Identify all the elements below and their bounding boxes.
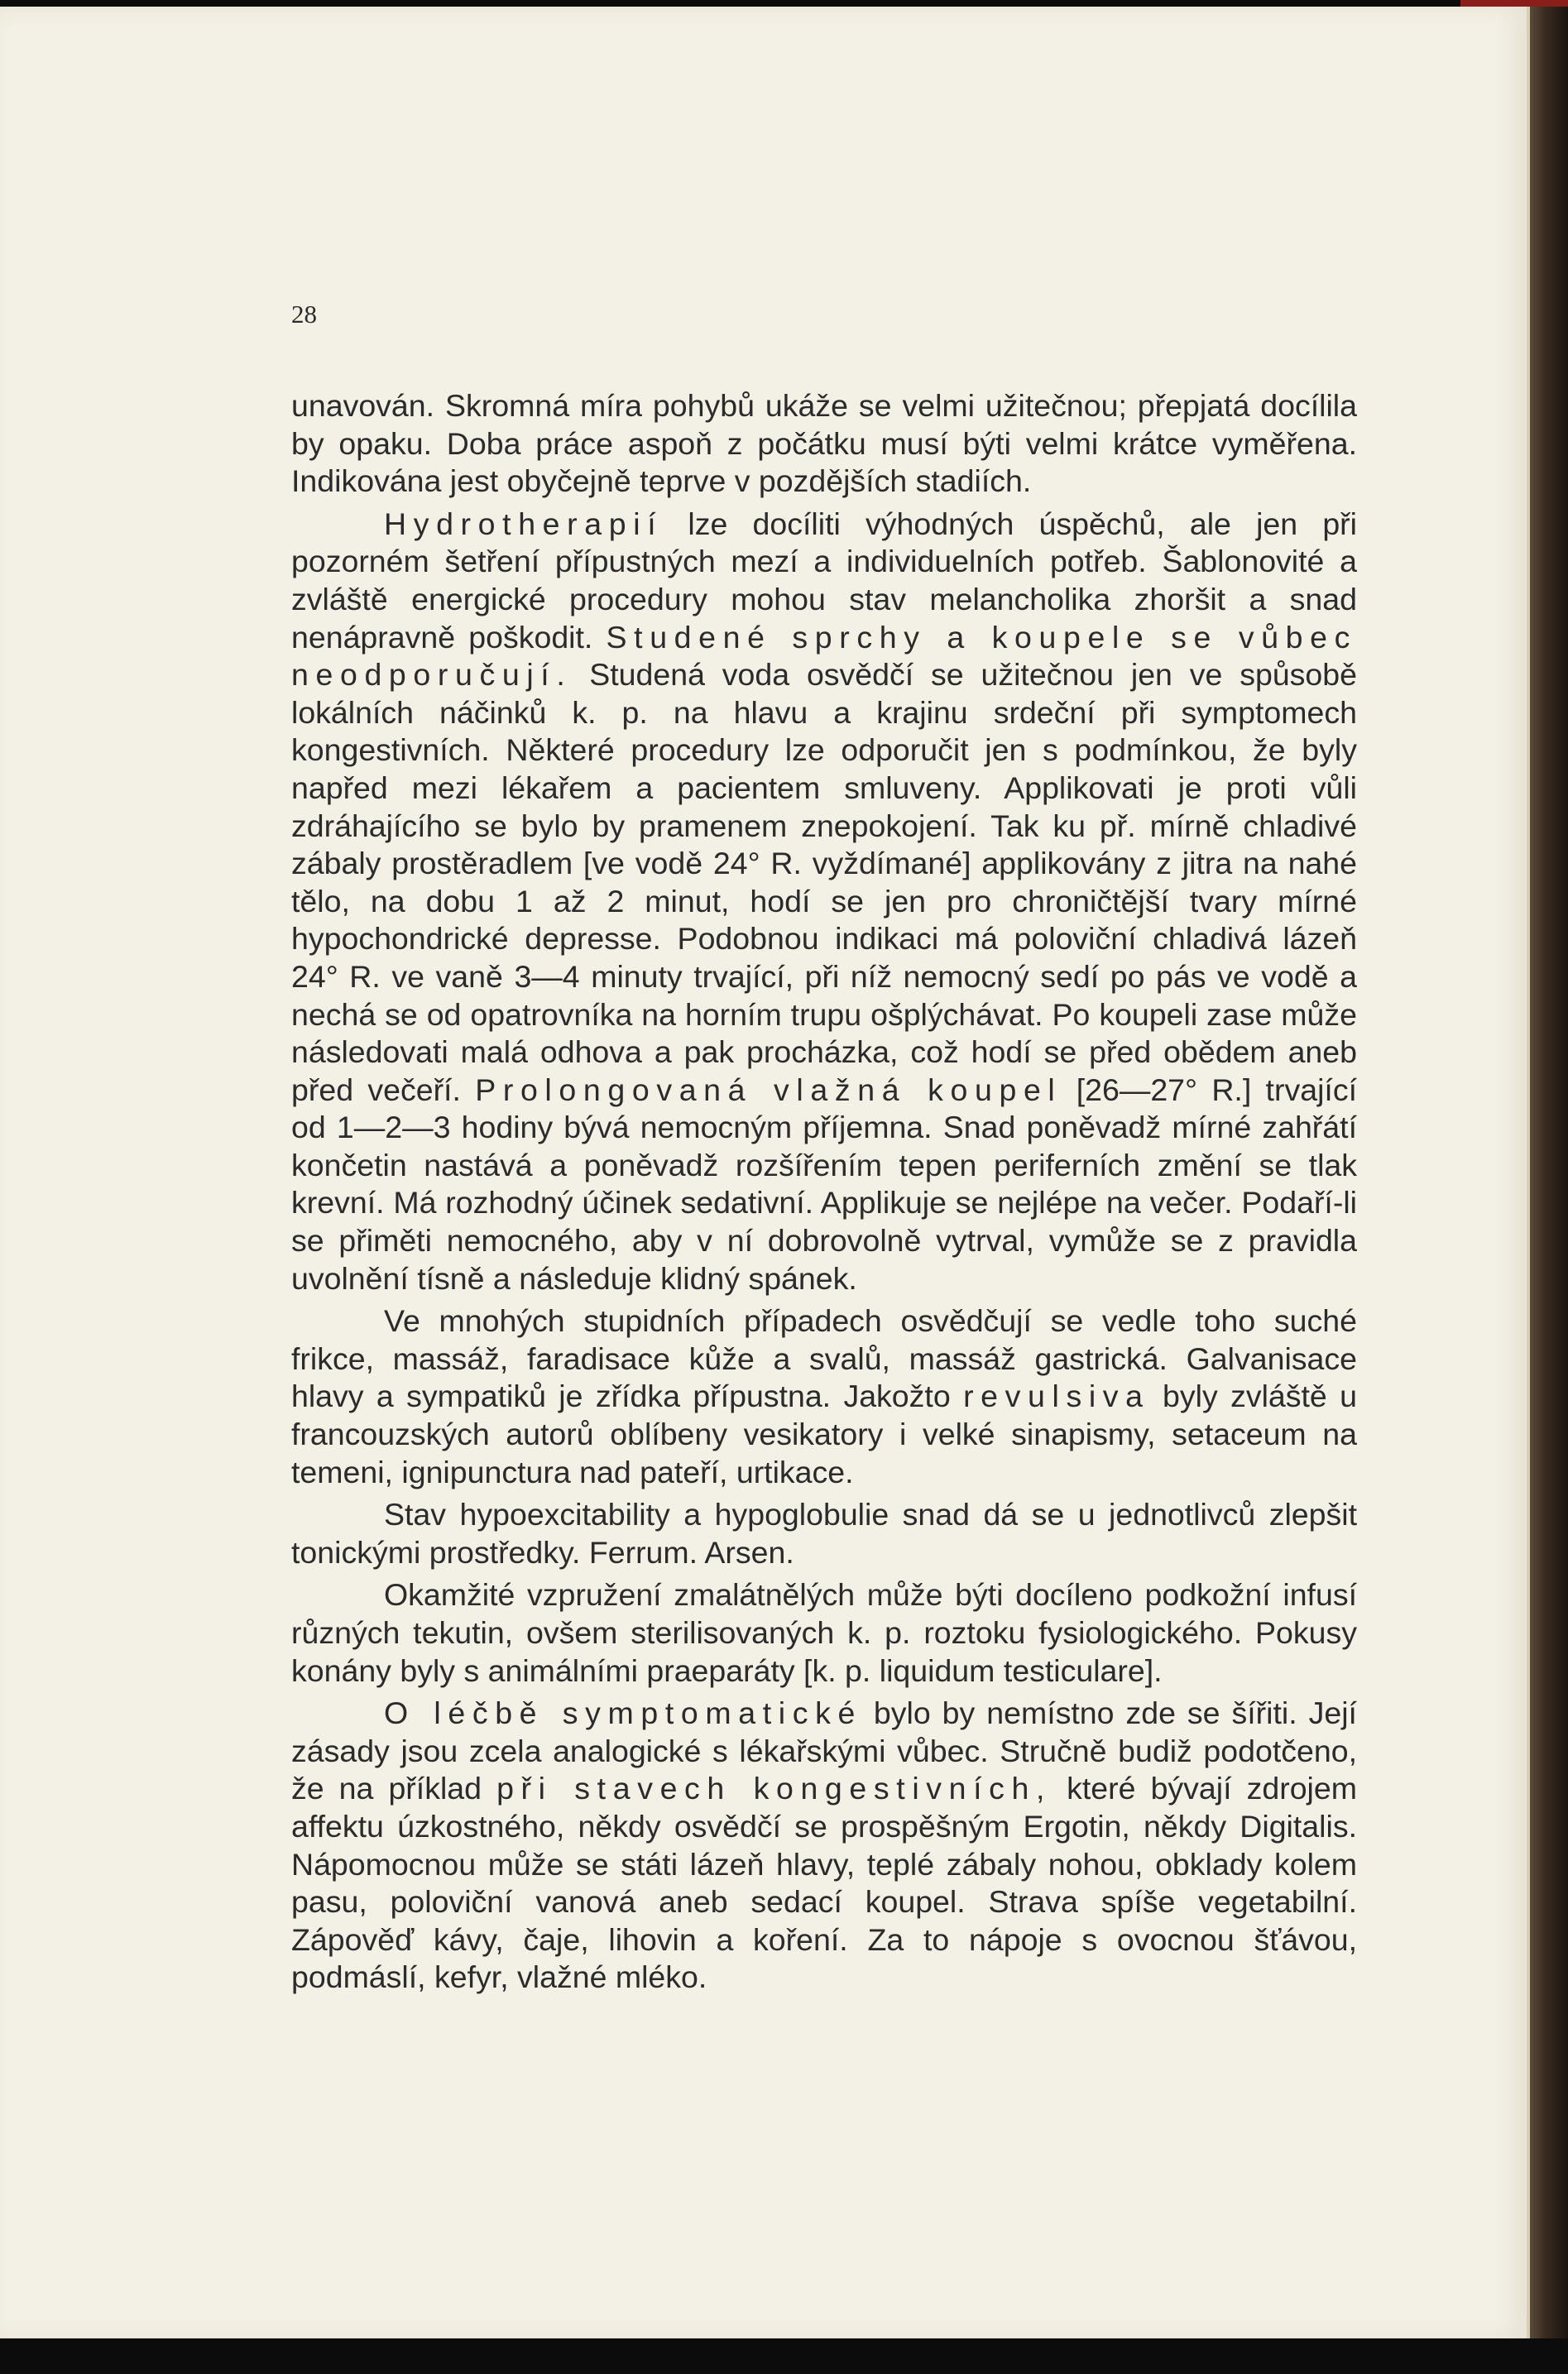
- paragraph-4-text: Stav hypoexcitability a hypoglobulie snad dá se u jednotlivců zlepšit tonickými prostředky. Ferrum. Arsen.: [291, 1497, 1357, 1570]
- spaced-term-hydrotherapie: Hydrotherapií: [384, 506, 664, 541]
- spaced-term-prolongovana-koupel: Prolongovaná vlažná koupel: [475, 1072, 1062, 1107]
- paragraph-1-text: unavován. Skromná míra pohybů ukáže se velmi užitečnou; přepjatá docílila by opaku. Doba práce aspoň z počátku musí býti velmi krátce vyměřena. Indikována jest obyčejně teprve v pozdějších stadiích.: [291, 388, 1357, 499]
- spaced-term-stavy-kongestivni: při stavech kongestivních,: [496, 1771, 1053, 1806]
- paragraph-1: [291, 387, 1357, 501]
- paragraph-6: [291, 1695, 1357, 1997]
- paragraph-6-text-a: bylo by nemístno zde se šířiti. Její zásady jsou zcela analogické s lékařskými vůbec. Stručně budiž podotčeno, že na příklad: [291, 1695, 1357, 1806]
- paragraph-4: [291, 1496, 1357, 1571]
- spaced-term-studene-sprchy: Studené sprchy a koupele se vůbec neodporučují.: [291, 619, 1358, 693]
- spaced-term-revulsiva: revulsiva: [963, 1379, 1150, 1414]
- paragraph-5-text: Okamžité vzpružení zmalátnělých může býti docíleno podkožní infusí různých tekutin, ovšem sterilisovaných k. p. roztoku fysiologického. Pokusy konány byly s animálními praeparáty [k. p. liquidum testiculare].: [291, 1577, 1357, 1688]
- spaced-term-lecba-symptomaticka: O léčbě symptomatické: [384, 1695, 862, 1731]
- paragraph-2: [291, 506, 1357, 1297]
- page-number: 28: [291, 300, 317, 329]
- book-spine: [1530, 7, 1568, 2338]
- paragraph-3: [291, 1302, 1357, 1491]
- body-text: [291, 387, 1357, 2002]
- paragraph-5: [291, 1576, 1357, 1690]
- paragraph-2-text-b: Studená voda osvědčí se užitečnou jen ve spůsobě lokálních náčinků k. p. na hlavu a krajinu srdeční při symptomech kongestivních. Některé procedury lze odporučit jen s podmínkou, že byly napřed mezi lékařem a pacientem smluveny. Applikovati je proti vůli zdráhajícího se bylo by pramenem znepokojení. Tak ku př. mírně chladivé zábaly prostěradlem [ve vodě 24° R. vyždímané] applikovány z jitra na nahé tělo, na dobu 1 až 2 minut, hodí se jen pro chroničtější tvary mírné hypochondrické depresse. Podobnou indikaci má poloviční chladivá lázeň 24° R. ve vaně 3—4 minuty trvající, při níž nemocný sedí po pás ve vodě a nechá se od opatrovníka na horním trupu ošplýchávat. Po koupeli zase může následovati malá odhova a pak procházka, což hodí se před obědem aneb před večeří.: [291, 657, 1357, 1107]
- paragraph-2-text-c: [26—27° R.] trvající od 1—2—3 hodiny bývá nemocným příjemna. Snad poněvadž mírné zahřátí končetin nastává a poněvadž rozšířením tepen periferních změní se tlak krevní. Má rozhodný účinek sedativní. Applikuje se nejlépe na večer. Podaří-li se přiměti nemocného, aby v ní dobrovolně vytrval, vymůže se z pravidla uvolnění tísně a následuje klidný spánek.: [291, 1072, 1357, 1296]
- paragraph-3-text-b: byly zvláště u francouzských autorů oblíbeny vesikatory i velké sinapismy, setaceum na temeni, ignipunctura nad pateří, urtikace.: [291, 1379, 1357, 1489]
- paragraph-6-text-b: které bývají zdrojem affektu úzkostného, někdy osvědčí se prospěšným Ergotin, někdy Digitalis. Nápomocnou může se státi lázeň hlavy, teplé zábaly nohou, obklady kolem pasu, poloviční vanová aneb sedací koupel. Strava spíše vegetabilní. Zápověď kávy, čaje, lihovin a koření. Za to nápoje s ovocnou šťávou, podmáslí, kefyr, vlažné mléko.: [291, 1771, 1357, 1995]
- paragraph-2-text-a: lze docíliti výhodných úspěchů, ale jen při pozorném šetření přípustných mezí a individuelních potřeb. Šablonovité a zvláště energické procedury mohou stav melancholika zhoršit a snad nenápravně poškodit.: [291, 506, 1357, 655]
- paragraph-3-text-a: Ve mnohých stupidních případech osvědčují se vedle toho suché frikce, massáž, faradisace kůže a svalů, massáž gastrická. Galvanisace hlavy a sympatiků je zřídka přípustna. Jakožto: [291, 1303, 1357, 1414]
